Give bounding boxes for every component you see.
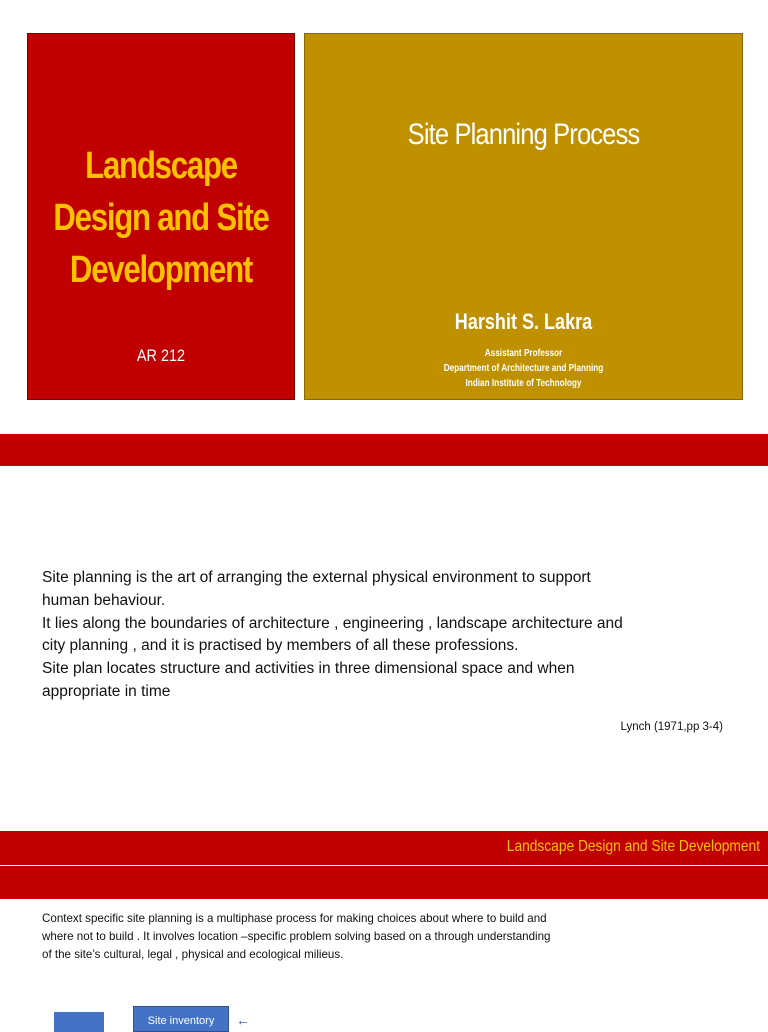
affiliation-line: Department of Architecture and Planning <box>443 363 604 374</box>
citation: Lynch (1971,pp 3-4) <box>620 721 723 733</box>
course-code: AR 212 <box>136 346 186 365</box>
course-title-line: Landscape <box>85 145 237 187</box>
arrow-left-icon: ← <box>236 1012 250 1028</box>
text-line: city planning , and it is practised by members of all these professions. <box>42 637 519 655</box>
header-band <box>0 434 768 466</box>
text-line: Site plan locates structure and activities in three dimensional space and when <box>42 660 575 678</box>
text-line: where not to build . It involves location –specific problem solving based on a through understanding <box>42 930 551 943</box>
affiliation-line: Assistant Professor <box>484 348 563 359</box>
text-line: of the site’s cultural, legal , physical and ecological milieus. <box>42 948 344 961</box>
course-title-line: Development <box>69 249 253 291</box>
site-inventory-box: Site inventory <box>133 1006 229 1032</box>
title-slide-right-panel <box>304 33 743 400</box>
author-affiliation <box>344 346 704 391</box>
course-title <box>51 140 271 296</box>
diagram-box <box>54 1012 104 1032</box>
footer-divider <box>0 865 768 866</box>
text-line: appropriate in time <box>42 682 171 700</box>
affiliation-line: Indian Institute of Technology <box>465 378 582 389</box>
context-text <box>42 910 642 964</box>
text-line: Context specific site planning is a multiphase process for making choices about where to build and <box>42 912 547 925</box>
author-name: Harshit S. Lakra <box>454 309 593 334</box>
text-line: It lies along the boundaries of architecture , engineering , landscape architecture and <box>42 614 623 632</box>
definition-text <box>42 567 742 704</box>
text-line: Site planning is the art of arranging the external physical environment to support <box>42 569 591 586</box>
footer-title: Landscape Design and Site Development <box>506 838 760 855</box>
slide-title: Site Planning Process <box>407 118 640 151</box>
course-title-line: Design and Site <box>53 197 269 239</box>
text-line: human behaviour. <box>42 591 166 609</box>
